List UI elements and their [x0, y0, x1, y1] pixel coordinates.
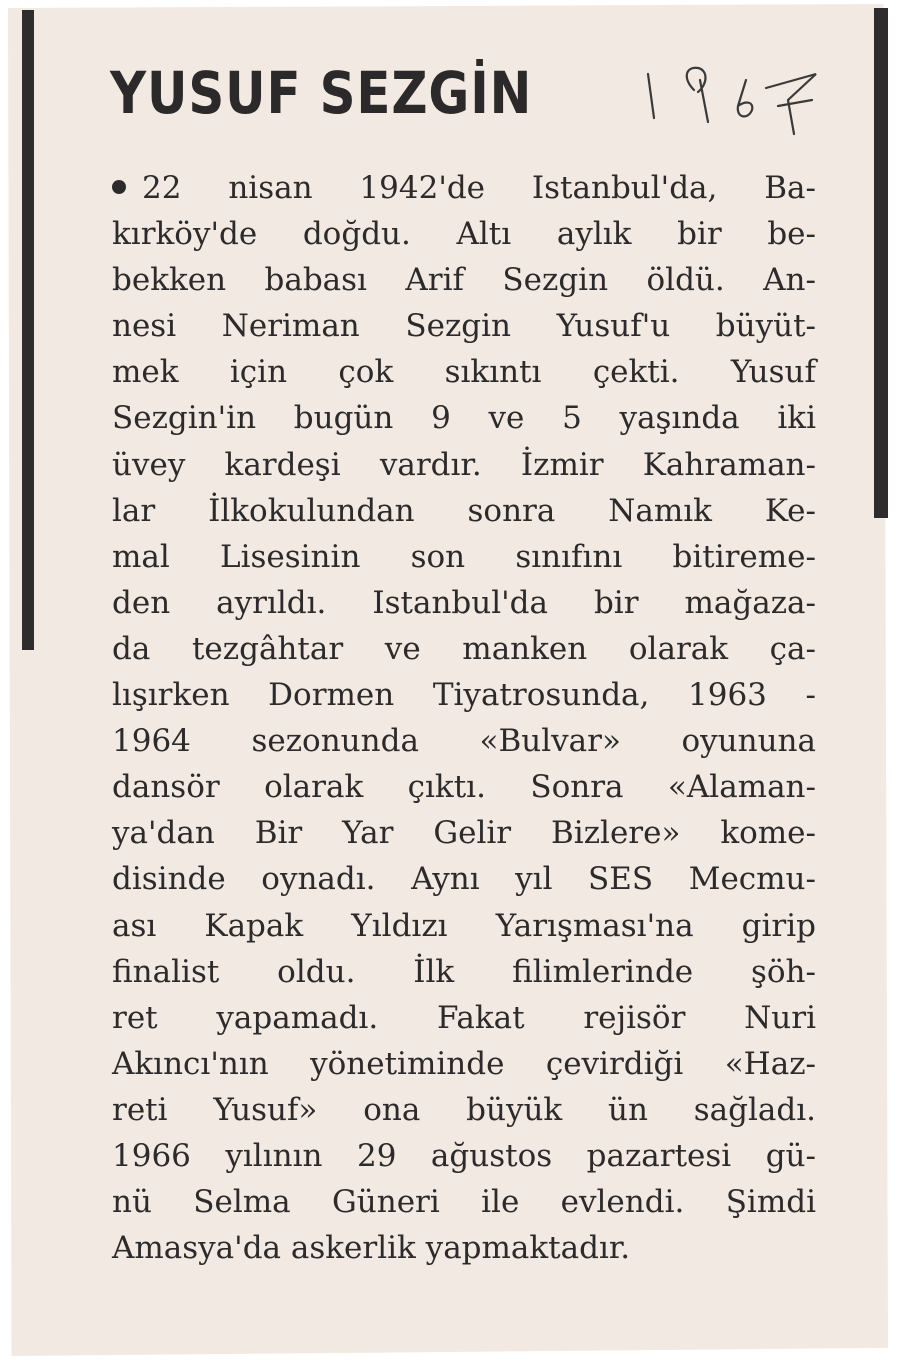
article-line: Sezgin'in bugün 9 ve 5 yaşında iki: [112, 400, 816, 437]
article-line: Akıncı'nın yönetiminde çevirdiği «Haz-: [112, 1045, 816, 1082]
article-line: üvey kardeşi vardır. İzmir Kahraman-: [112, 446, 816, 483]
article-body: [112, 165, 816, 1271]
headline: YUSUF SEZGİN: [110, 59, 533, 127]
article-line: da tezgâhtar ve manken olarak ça-: [112, 630, 816, 667]
article-line: ası Kapak Yıldızı Yarışması'na girip: [112, 907, 816, 944]
article-line-text: 22 nisan 1942'de Istanbul'da, Ba-: [142, 170, 816, 206]
right-column-rule: [874, 8, 888, 518]
article-line: reti Yusuf» ona büyük ün sağladı.: [112, 1091, 816, 1128]
article-line: mek için çok sıkıntı çekti. Yusuf: [112, 354, 816, 391]
article-line: lar İlkokulundan sonra Namık Ke-: [112, 492, 816, 529]
article-line: nü Selma Güneri ile evlendi. Şimdi: [112, 1184, 816, 1221]
article-line: 1966 yılının 29 ağustos pazartesi gü-: [112, 1137, 816, 1174]
article-line: kırköy'de doğdu. Altı aylık bir be-: [112, 216, 816, 253]
article-line: nesi Neriman Sezgin Yusuf'u büyüt-: [112, 308, 816, 345]
article-line: disinde oynadı. Aynı yıl SES Mecmu-: [112, 861, 816, 898]
article-line: mal Lisesinin son sınıfını bitireme-: [112, 538, 816, 575]
article-line: bekken babası Arif Sezgin öldü. An-: [112, 262, 816, 299]
article-line: 1964 sezonunda «Bulvar» oyununa: [112, 723, 816, 760]
article-line: finalist oldu. İlk filimlerinde şöh-: [112, 953, 816, 990]
article-line: lışırken Dormen Tiyatrosunda, 1963 -: [112, 677, 816, 714]
article-line: [112, 165, 816, 211]
article-line: ret yapamadı. Fakat rejisör Nuri: [112, 999, 816, 1036]
article-line: ya'dan Bir Yar Gelir Bizlere» kome-: [112, 815, 816, 852]
article-line: dansör olarak çıktı. Sonra «Alaman-: [112, 769, 816, 806]
left-column-rule: [22, 10, 34, 650]
handwritten-year-note: [638, 60, 838, 140]
bullet-dot-icon: [112, 180, 126, 194]
article-line: Amasya'da askerlik yapmaktadır.: [112, 1230, 631, 1267]
article-line: den ayrıldı. Istanbul'da bir mağaza-: [112, 584, 816, 621]
